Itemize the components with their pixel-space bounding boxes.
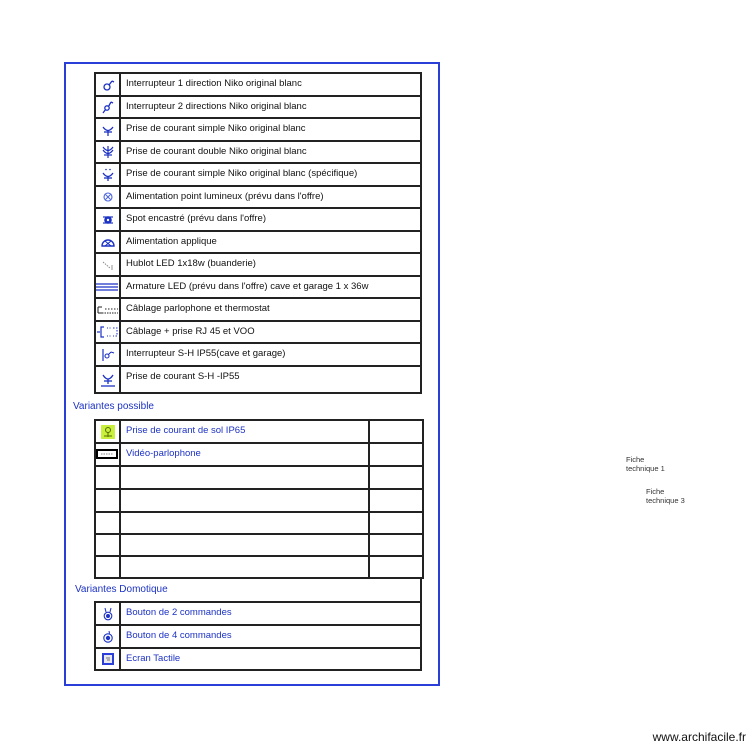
footer-url: www.archifacile.fr <box>652 730 746 744</box>
legend-label: Interrupteur S-H IP55(cave et garage) <box>120 343 421 366</box>
variant-label <box>120 556 369 578</box>
switch-two-way-icon <box>101 100 115 114</box>
variants-title: Variantes possible <box>73 401 154 412</box>
legend-label: Interrupteur 1 direction Niko original blanc <box>120 73 421 96</box>
table-row <box>95 512 423 534</box>
variant-label: Prise de courant de sol IP65 <box>120 420 369 443</box>
table-row <box>95 276 421 298</box>
table-row <box>95 231 421 253</box>
table-row <box>95 73 421 96</box>
variant-extra <box>369 443 423 466</box>
touch-screen-icon <box>101 652 115 666</box>
table-row <box>95 420 423 443</box>
intercom-cable-icon <box>97 303 119 317</box>
table-row <box>95 208 421 231</box>
variant-extra <box>369 420 423 443</box>
table-row <box>95 443 423 466</box>
legend-label: Interrupteur 2 directions Niko original blanc <box>120 96 421 118</box>
socket-specific-icon <box>101 168 115 182</box>
table-row <box>95 556 423 578</box>
porthole-light-icon <box>101 258 115 272</box>
table-row <box>95 163 421 186</box>
domotique-table <box>94 601 422 671</box>
variant-extra <box>369 466 423 489</box>
wall-light-icon <box>101 235 115 249</box>
table-edge-line <box>420 577 422 602</box>
variant-extra <box>369 512 423 534</box>
table-row <box>95 466 423 489</box>
table-row <box>95 625 421 648</box>
table-row <box>95 253 421 276</box>
variant-extra <box>369 534 423 556</box>
legend-label: Alimentation point lumineux (prévu dans l'offre) <box>120 186 421 208</box>
table-row <box>95 343 421 366</box>
variant-label <box>120 512 369 534</box>
table-row <box>95 489 423 512</box>
light-point-icon <box>101 190 115 204</box>
variant-label <box>120 489 369 512</box>
legend-label: Câblage parlophone et thermostat <box>120 298 421 321</box>
legend-label: Hublot LED 1x18w (buanderie) <box>120 253 421 276</box>
switch-ip55-icon <box>101 348 115 362</box>
table-row <box>95 321 421 343</box>
floor-socket-icon <box>101 425 115 439</box>
table-row <box>95 298 421 321</box>
variant-label <box>120 466 369 489</box>
legend-label: Armature LED (prévu dans l'offre) cave et garage 1 x 36w <box>120 276 421 298</box>
recessed-spot-icon <box>101 213 115 227</box>
legend-label: Câblage + prise RJ 45 et VOO <box>120 321 421 343</box>
led-batten-icon <box>96 280 118 294</box>
table-row <box>95 602 421 625</box>
legend-label: Prise de courant simple Niko original blanc (spécifique) <box>120 163 421 186</box>
legend-label: Prise de courant simple Niko original blanc <box>120 118 421 141</box>
variant-label <box>120 534 369 556</box>
socket-double-icon <box>101 145 115 159</box>
variants-table <box>94 419 424 579</box>
table-row <box>95 366 421 393</box>
legend-label: Prise de courant double Niko original blanc <box>120 141 421 163</box>
button-2-commands-icon <box>101 607 115 621</box>
legend-label: Prise de courant S-H -IP55 <box>120 366 421 393</box>
domotique-label: Bouton de 2 commandes <box>120 602 421 625</box>
table-row <box>95 96 421 118</box>
table-row <box>95 648 421 670</box>
table-row <box>95 186 421 208</box>
socket-ip55-icon <box>100 372 116 388</box>
domotique-label: Bouton de 4 commandes <box>120 625 421 648</box>
variant-label: Vidéo-parlophone <box>120 443 369 466</box>
switch-one-way-icon <box>101 78 115 92</box>
note-fiche-technique-3: Fiche technique 3 <box>646 487 685 505</box>
domotique-title: Variantes Domotique <box>75 584 168 595</box>
variant-extra <box>369 556 423 578</box>
video-intercom-icon <box>96 449 118 459</box>
note-fiche-technique-1: Fiche technique 1 <box>626 455 665 473</box>
table-row <box>95 141 421 163</box>
rj45-socket-icon <box>97 325 119 339</box>
legend-label: Alimentation applique <box>120 231 421 253</box>
socket-simple-icon <box>101 123 115 137</box>
button-4-commands-icon <box>101 630 115 644</box>
legend-label: Spot encastré (prévu dans l'offre) <box>120 208 421 231</box>
table-row <box>95 118 421 141</box>
legend-table <box>94 72 422 394</box>
domotique-label: Ecran Tactile <box>120 648 421 670</box>
table-row <box>95 534 423 556</box>
variant-extra <box>369 489 423 512</box>
